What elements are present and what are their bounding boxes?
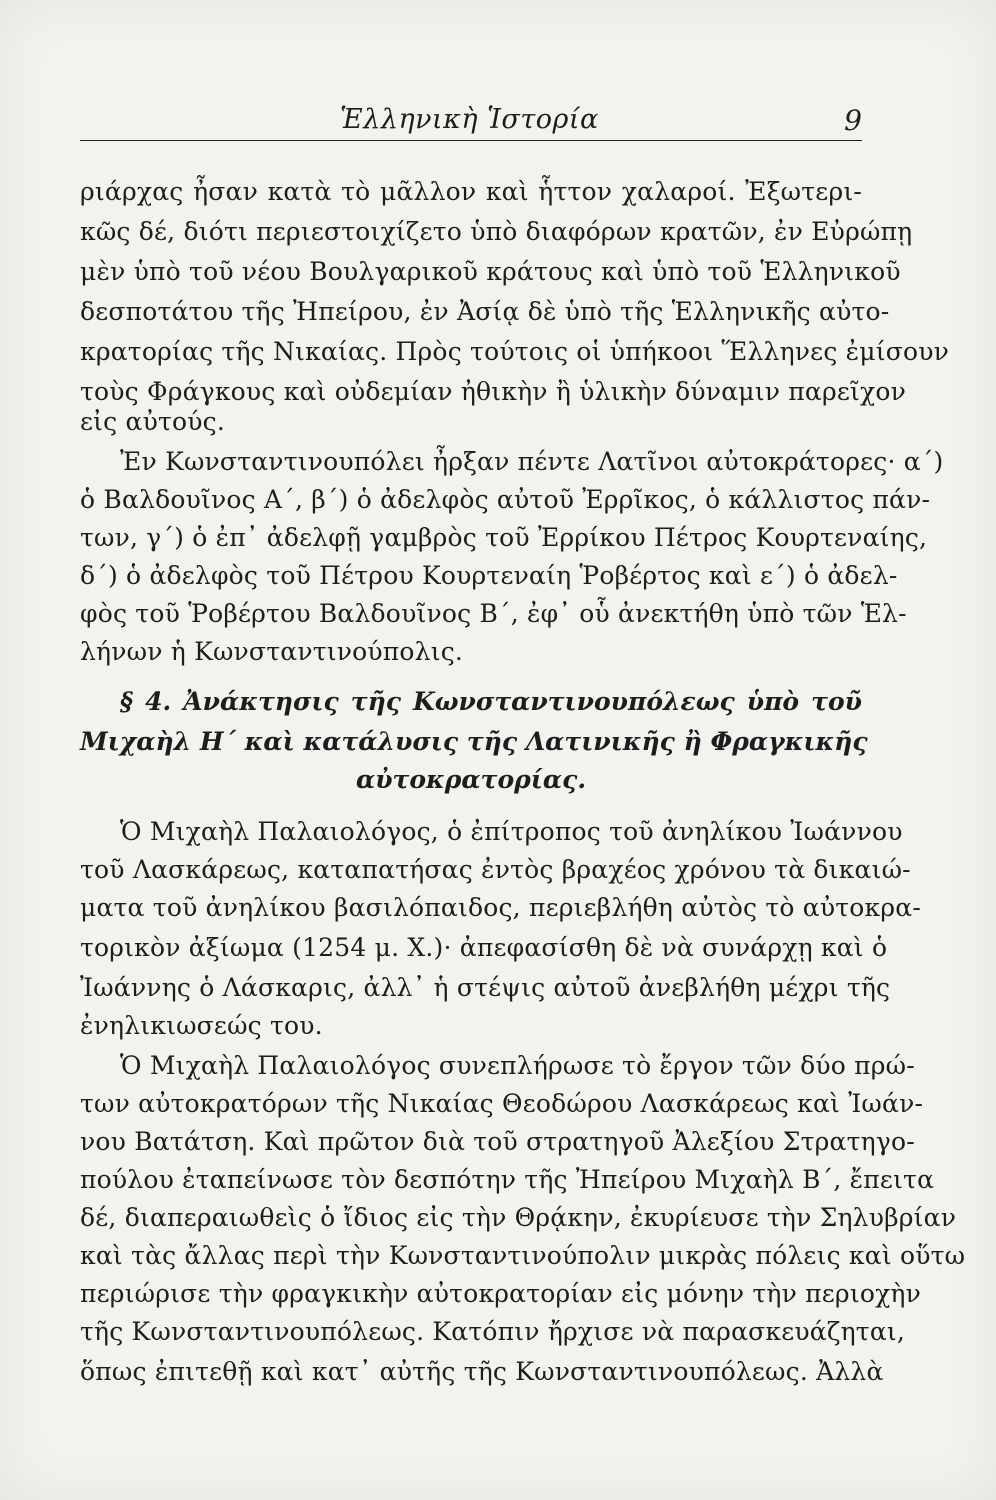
text-line: ὅπως ἐπιτεθῇ καὶ κατ᾽ αὐτῆς τῆς Κωνσταντινουπόλεως. Ἀλλὰ [80, 1357, 884, 1386]
text-line: τοὺς Φράγκους καὶ οὐδεμίαν ἠθικὴν ἢ ὑλικὴν δύναμιν παρεῖχον [80, 377, 907, 406]
section-heading-line-3: αὐτοκρατορίας. [355, 765, 587, 794]
text-line: των, γ΄) ὁ ἐπ᾽ ἀδελφῇ γαμβρὸς τοῦ Ἐρρίκου Πέτρος Κουρτεναίης, [80, 523, 928, 552]
text-line: κῶς δέ, διότι περιεστοιχίζετο ὑπὸ διαφόρων κρατῶν, ἐν Εὐρώπῃ [80, 217, 913, 246]
text-line: τορικὸν ἀξίωμα (1254 μ. Χ.)· ἀπεφασίσθη δὲ νὰ συνάρχῃ καὶ ὁ [80, 933, 888, 962]
text-line: πούλου ἐταπείνωσε τὸν δεσπότην τῆς Ἠπείρου Μιχαὴλ Β΄, ἔπειτα [80, 1165, 935, 1194]
section-heading-line-1: § 4. Ἀνάκτησις τῆς Κωνσταντινουπόλεως ὑπὸ τοῦ [120, 687, 862, 716]
text-line: περιώρισε τὴν φραγκικὴν αὐτοκρατορίαν εἰς μόνην τὴν περιοχὴν [80, 1279, 921, 1308]
text-line: Ὁ Μιχαὴλ Παλαιολόγος συνεπλήρωσε τὸ ἔργον τῶν δύο πρώ- [120, 1051, 915, 1080]
running-header [80, 100, 862, 141]
text-line: Ὁ Μιχαὴλ Παλαιολόγος, ὁ ἐπίτροπος τοῦ ἀνηλίκου Ἰωάννου [120, 817, 903, 846]
text-line: καὶ τὰς ἄλλας περὶ τὴν Κωνσταντινούπολιν μικρὰς πόλεις καὶ οὕτω [80, 1241, 966, 1270]
text-line: τοῦ Λασκάρεως, καταπατήσας ἐντὸς βραχέος χρόνου τὰ δικαιώ- [80, 855, 911, 884]
text-line: δέ, διαπεραιωθεὶς ὁ ἴδιος εἰς τὴν Θρᾴκην, ἐκυρίευσε τὴν Σηλυβρίαν [80, 1203, 957, 1232]
text-line: των αὐτοκρατόρων τῆς Νικαίας Θεοδώρου Λασκάρεως καὶ Ἰωάν- [80, 1089, 924, 1118]
text-line: λήνων ἡ Κωνσταντινούπολις. [80, 637, 464, 666]
text-line: μὲν ὑπὸ τοῦ νέου Βουλγαρικοῦ κράτους καὶ ὑπὸ τοῦ Ἑλληνικοῦ [80, 257, 901, 286]
text-line: ὁ Βαλδουῖνος Α΄, β΄) ὁ ἀδελφὸς αὐτοῦ Ἐρρῖκος, ὁ κάλλιστος πάν- [80, 485, 931, 514]
header-title: Ἑλληνικὴ Ἱστορία [340, 104, 599, 135]
text-line: Ἐν Κωνσταντινουπόλει ἦρξαν πέντε Λατῖνοι αὐτοκράτορες· α΄) [120, 447, 944, 476]
text-line: φὸς τοῦ Ῥοβέρτου Βαλδουῖνος Β΄, ἐφ᾽ οὗ ἀνεκτήθη ὑπὸ τῶν Ἑλ- [80, 599, 907, 628]
text-line: δεσποτάτου τῆς Ἠπείρου, ἐν Ἀσίᾳ δὲ ὑπὸ τῆς Ἑλληνικῆς αὐτο- [80, 297, 890, 326]
text-line: εἰς αὐτούς. [80, 407, 226, 436]
text-line: Ἰωάννης ὁ Λάσκαρις, ἀλλ᾽ ἡ στέψις αὐτοῦ ἀνεβλήθη μέχρι τῆς [80, 973, 891, 1002]
text-line: τῆς Κωνσταντινουπόλεως. Κατόπιν ἤρχισε νὰ παρασκευάζηται, [80, 1317, 906, 1346]
text-line: ριάρχας ἦσαν κατὰ τὸ μᾶλλον καὶ ἧττον χαλαροί. Ἐξωτερι- [80, 177, 862, 206]
body-text [80, 172, 966, 1412]
text-line: ἐνηλικιωσεώς του. [80, 1011, 323, 1040]
text-line: κρατορίας τῆς Νικαίας. Πρὸς τούτοις οἱ ὑπήκοοι Ἕλληνες ἐμίσουν [80, 337, 950, 366]
text-line: ματα τοῦ ἀνηλίκου βασιλόπαιδος, περιεβλήθη αὐτὸς τὸ αὐτοκρα- [80, 893, 921, 922]
text-line: νου Βατάτση. Καὶ πρῶτον διὰ τοῦ στρατηγοῦ Ἀλεξίου Στρατηγο- [80, 1127, 915, 1156]
section-heading-line-2: Μιχαὴλ Η΄ καὶ κατάλυσις τῆς Λατινικῆς ἢ Φραγκικῆς [80, 727, 868, 756]
text-line: δ΄) ὁ ἀδελφὸς τοῦ Πέτρου Κουρτεναίη Ῥοβέρτος καὶ ε΄) ὁ ἀδελ- [80, 561, 898, 590]
page-number: 9 [844, 104, 862, 137]
